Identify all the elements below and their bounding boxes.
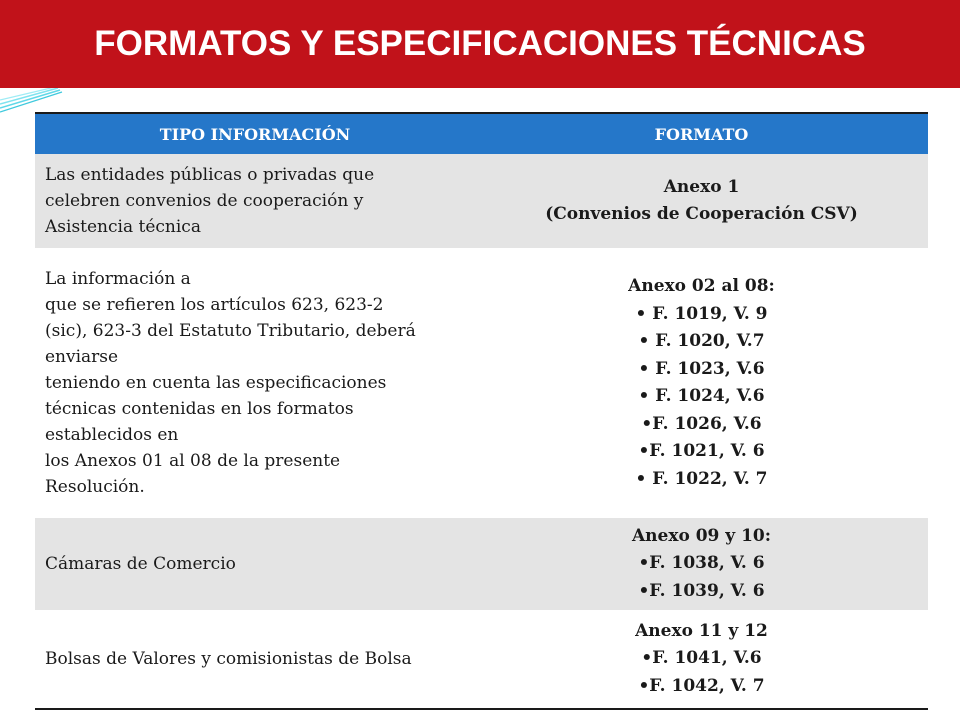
formato-line: •F. 1021, V. 6 (638, 441, 765, 461)
tipo-cell (35, 518, 475, 610)
table-header-row (35, 113, 928, 154)
tipo-line: Las entidades públicas o privadas que (45, 165, 375, 185)
tipo-line: teniendo en cuenta las especificaciones (45, 373, 387, 393)
formato-line: Anexo 11 y 12 (635, 620, 768, 641)
formato-line: • F. 1023, V.6 (638, 358, 765, 379)
tipo-line: enviarse (45, 347, 119, 367)
formato-line: •F. 1039, V. 6 (638, 580, 765, 601)
page-title: FORMATOS Y ESPECIFICACIONES TÉCNICAS (94, 24, 866, 63)
formato-line: • F. 1020, V.7 (638, 331, 765, 351)
tipo-cell (35, 154, 475, 248)
formato-line: •F. 1038, V. 6 (638, 553, 765, 574)
header-tipo-informacion: TIPO INFORMACIÓN (35, 113, 475, 154)
tipo-line: Resolución. (45, 477, 145, 497)
formato-line: •F. 1041, V.6 (641, 648, 762, 669)
tipo-line: técnicas contenidas en los formatos (45, 399, 354, 419)
formato-cell (475, 154, 928, 248)
formato-cell (475, 518, 928, 610)
tipo-line: celebren convenios de cooperación y (45, 191, 364, 211)
tipo-line: La información a (45, 269, 191, 289)
tipo-cell (35, 248, 475, 518)
formato-line: Anexo 09 y 10: (631, 525, 772, 546)
tipo-line: que se refieren los artículos 623, 623-2 (45, 295, 384, 315)
table-row (35, 154, 928, 248)
tipo-line: Asistencia técnica (45, 217, 201, 237)
formato-cell (475, 610, 928, 709)
formato-line: •F. 1026, V.6 (641, 413, 762, 434)
tipo-line: (sic), 623-3 del Estatuto Tributario, deberá (45, 321, 416, 341)
tipo-cell (35, 610, 475, 709)
tipo-line: Bolsas de Valores y comisionistas de Bolsa (45, 649, 412, 669)
formato-line: • F. 1019, V. 9 (635, 303, 768, 324)
tipo-line: Cámaras de Comercio (45, 554, 236, 574)
tipo-line: los Anexos 01 al 08 de la presente (45, 451, 341, 471)
table-row (35, 248, 928, 518)
title-bar (0, 0, 960, 88)
tipo-line: establecidos en (45, 425, 179, 445)
formato-line: • F. 1024, V.6 (638, 386, 765, 406)
formato-line: • F. 1022, V. 7 (635, 468, 768, 489)
formato-line: (Convenios de Cooperación CSV) (545, 204, 858, 224)
formato-line: Anexo 1 (663, 176, 740, 197)
table-row (35, 518, 928, 610)
formato-cell (475, 248, 928, 518)
formato-line: •F. 1042, V. 7 (638, 675, 765, 696)
header-formato: FORMATO (475, 113, 928, 154)
formats-table (35, 112, 928, 710)
formato-line: Anexo 02 al 08: (628, 276, 775, 296)
table-row (35, 610, 928, 709)
